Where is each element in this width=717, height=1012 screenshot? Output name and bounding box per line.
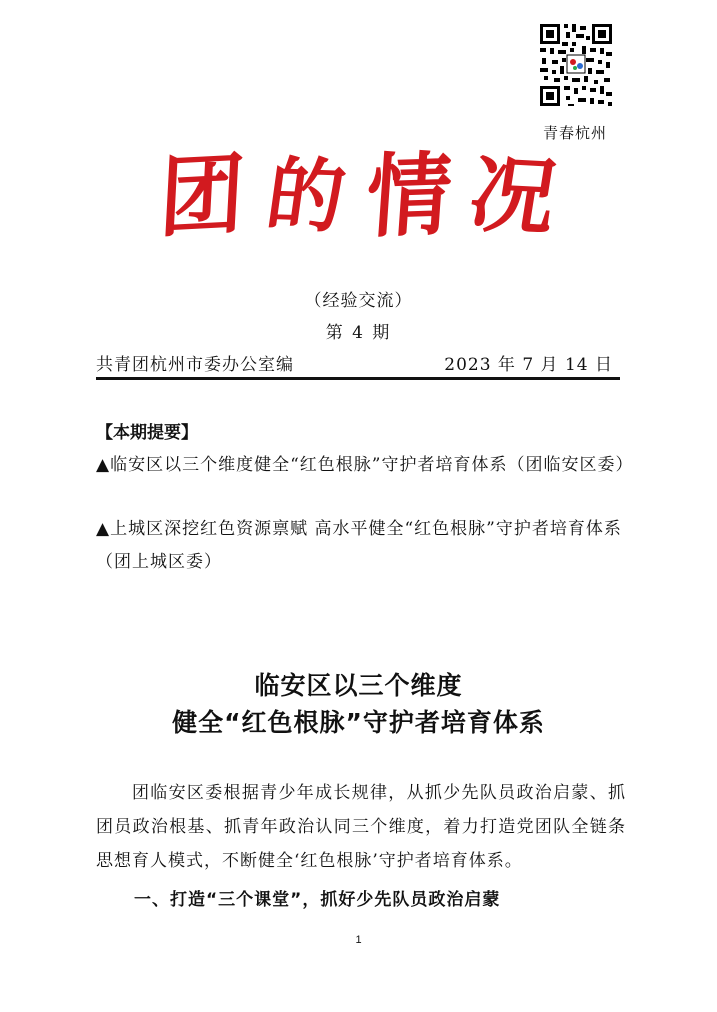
summary-item: ▲临安区以三个维度健全“红色根脉”守护者培育体系（团临安区委） [96,455,634,475]
publication-type: （经验交流） [304,291,413,311]
qr-caption: 青春杭州 [542,124,607,142]
masthead-char-2: 的 [260,148,351,244]
article-title-line2: 健全“红色根脉”守护者培育体系 [172,708,545,737]
qr-code-icon [538,22,614,108]
summary-heading: 【本期提要】 [96,423,198,443]
issuer: 共青团杭州市委办公室编 [96,355,294,375]
masthead-chars [155,141,564,251]
issue-number: 第 4 期 [325,323,392,343]
page-number: 1 [355,934,362,946]
masthead-char-3: 情 [363,141,456,251]
header-divider [96,377,620,380]
section-heading: 一、打造“三个课堂”，抓好少先队员政治启蒙 [134,890,501,910]
masthead-logo [157,141,564,251]
publish-date: 2023 年 7 月 14 日 [444,355,613,375]
article-paragraph: 团临安区委根据青少年成长规律，从抓少先队员政治启蒙、抓团员政治根基、抓青年政治认同三个维度，着力打造党团队全链条思想育人模式，不断健全‘红色根脉’守护者培育体系。 [96,783,626,871]
article-title-line1: 临安区以三个维度 [254,671,463,700]
masthead-char-1: 团 [157,142,247,250]
masthead-char-4: 况 [462,144,564,248]
summary-item: ▲上城区深挖红色资源禀赋 高水平健全“红色根脉”守护者培育体系（团上城区委） [96,519,622,572]
